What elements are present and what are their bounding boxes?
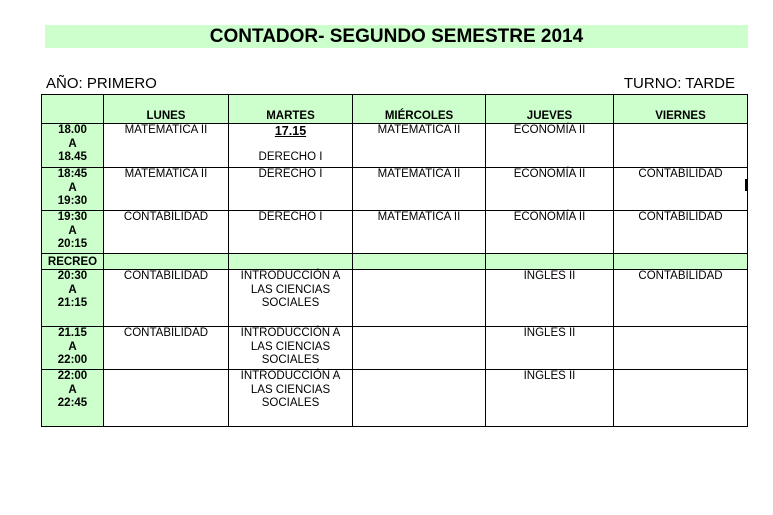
schedule-row bbox=[42, 327, 748, 370]
schedule-row bbox=[42, 124, 748, 168]
class-cell: INTRODUCCIÓN A LAS CIENCIAS SOCIALES bbox=[229, 370, 353, 427]
class-cell: ECONOMÍA II bbox=[486, 211, 614, 254]
recess-label: RECREO bbox=[42, 254, 104, 270]
class-cell: MATEMATICA II bbox=[104, 124, 229, 168]
schedule-row bbox=[42, 211, 748, 254]
time-slot: 22:00 A 22:45 bbox=[42, 370, 104, 427]
class-cell: INTRODUCCIÓN A LAS CIENCIAS SOCIALES bbox=[229, 270, 353, 327]
class-cell bbox=[353, 370, 486, 427]
header-corner bbox=[42, 95, 104, 124]
recess-cell bbox=[229, 254, 353, 270]
class-cell: CONTABILIDAD bbox=[104, 270, 229, 327]
class-cell: INGLES II bbox=[486, 270, 614, 327]
class-cell: MATEMATICA II bbox=[353, 168, 486, 211]
class-cell: INTRODUCCIÓN A LAS CIENCIAS SOCIALES bbox=[229, 327, 353, 370]
class-cell bbox=[353, 327, 486, 370]
class-cell: MATEMATICA II bbox=[353, 124, 486, 168]
class-cell: ECONOMÍA II bbox=[486, 168, 614, 211]
recess-cell bbox=[104, 254, 229, 270]
schedule-row bbox=[42, 270, 748, 327]
class-cell bbox=[104, 370, 229, 427]
year-label: AÑO: PRIMERO bbox=[46, 75, 157, 92]
recess-cell bbox=[353, 254, 486, 270]
class-cell: DERECHO I bbox=[229, 168, 353, 211]
class-cell: 17.15 DERECHO I bbox=[229, 124, 353, 168]
header-day: JUEVES bbox=[486, 95, 614, 124]
class-cell bbox=[614, 124, 748, 168]
class-cell bbox=[614, 327, 748, 370]
martes-time-note: 17.15 bbox=[274, 124, 307, 138]
time-slot: 19:30 A 20:15 bbox=[42, 211, 104, 254]
header-day: MIÉRCOLES bbox=[353, 95, 486, 124]
shift-label: TURNO: TARDE bbox=[623, 75, 735, 92]
class-cell: INGLES II bbox=[486, 370, 614, 427]
class-cell: CONTABILIDAD bbox=[614, 270, 748, 327]
class-cell: CONTABILIDAD bbox=[104, 327, 229, 370]
class-cell: DERECHO I bbox=[229, 211, 353, 254]
schedule-table bbox=[41, 94, 748, 427]
header-row bbox=[42, 95, 748, 124]
stray-mark bbox=[745, 179, 748, 191]
class-cell: CONTABILIDAD bbox=[614, 211, 748, 254]
class-cell: INGLES II bbox=[486, 327, 614, 370]
class-cell: MATEMATICA II bbox=[353, 211, 486, 254]
schedule-title-text: CONTADOR- SEGUNDO SEMESTRE 2014 bbox=[209, 25, 584, 47]
time-slot: 18:45 A 19:30 bbox=[42, 168, 104, 211]
header-day: MARTES bbox=[229, 95, 353, 124]
recess-cell bbox=[614, 254, 748, 270]
schedule-row bbox=[42, 168, 748, 211]
class-cell: CONTABILIDAD bbox=[104, 211, 229, 254]
time-slot: 18.00 A 18.45 bbox=[42, 124, 104, 168]
class-cell: MATEMATICA II bbox=[104, 168, 229, 211]
time-slot: 21.15 A 22:00 bbox=[42, 327, 104, 370]
schedule-row bbox=[42, 370, 748, 427]
class-cell bbox=[353, 270, 486, 327]
schedule-title bbox=[45, 25, 748, 48]
recess-cell bbox=[486, 254, 614, 270]
time-slot: 20:30 A 21:15 bbox=[42, 270, 104, 327]
class-cell bbox=[614, 370, 748, 427]
class-cell: CONTABILIDAD bbox=[614, 168, 748, 211]
header-day: VIERNES bbox=[614, 95, 748, 124]
recess-row bbox=[42, 254, 748, 270]
header-day: LUNES bbox=[104, 95, 229, 124]
class-cell: ECONOMÍA II bbox=[486, 124, 614, 168]
